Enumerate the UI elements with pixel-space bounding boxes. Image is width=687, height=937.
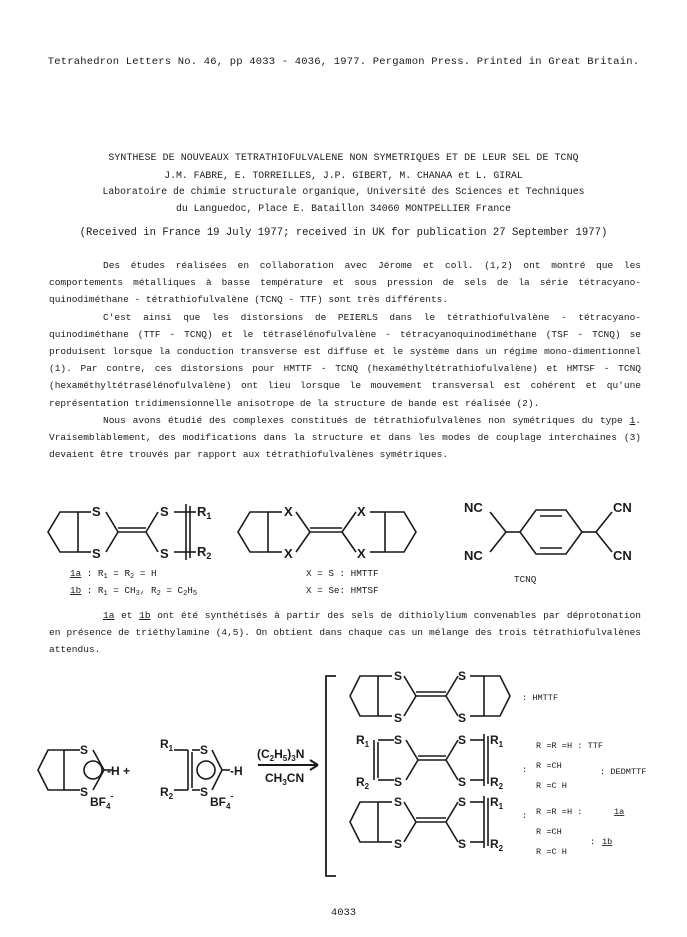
nitrile-cn: CN [613,500,632,515]
product-r2: $R_2$ [490,837,504,853]
atom-s: S [92,546,101,561]
affiliation-line-2: du Languedoc, Place E. Bataillon 34060 MONTPELLIER France [175,203,512,214]
paragraph-1: Des études réalisées en collaboration avec Jérome et coll. (1,2) ont montré que les comportements métalliques à basse température et sous pression de sels de la série tétracyano-quinodiméthane - tétrathiofulvalène (TCNQ - TTF) sont très différents. [49,260,641,306]
atom-s: S [458,775,467,789]
compound-1b-definition: 1b : $R_1 = CH_3$, $R_2 = C_2H_5$ [70,585,198,598]
atom-s: S [458,795,467,809]
product-r2: $R_2$ [356,775,370,791]
atom-s: S [458,669,467,683]
compound-1a-definition: 1a : $R_1 = R_2 = H$ [70,568,157,581]
product-3-line-1: R =R =H : [536,807,583,817]
atom-s: S [80,743,89,757]
atom-s: S [394,733,403,747]
tetrafluoroborate-1: $BF_4^-$ [90,791,114,811]
atom-s: S [160,546,169,561]
atom-x: X [284,546,293,561]
paragraph-4-text: ont été synthétisés à partir des sels de dithiolylium convenables par déprotonation en présence de triéthylamine (4,5). On obtient dans chaque cas un mélange des trois tétrathiofulvalènes attendus. [49,610,642,656]
hydrogen-plus: -H + [107,764,131,778]
product-2-line-2: R =CH [536,761,562,771]
affiliation-line-1: Laboratoire de chimie structurale organique, Université des Sciences et Techniques [102,186,585,197]
atom-s: S [458,837,467,851]
nitrile-nc: NC [464,548,483,563]
tcnq-label: TCNQ [514,574,537,585]
atom-s: S [394,775,403,789]
hydrogen: -H [230,764,243,778]
product-r1: $R_1$ [490,795,504,811]
product-r2: $R_2$ [490,775,504,791]
product-3-ref-1a: 1a [614,807,625,817]
product-r1: $R_1$ [356,733,370,749]
structures-figure [0,492,687,602]
product-2-line-2-end: : DEDMTTF [600,767,647,777]
nitrile-cn: CN [613,548,632,563]
atom-s: S [200,785,209,799]
atom-x: X [357,504,366,519]
compound-ref-1: 1 [629,414,636,426]
body-text-2 [49,607,641,659]
product-3-colon-2: : [590,837,596,847]
paragraph-4 [49,607,641,659]
atom-r2: $R_2$ [197,544,212,561]
reaction-scheme [0,668,687,888]
product-2-line-3: R =C H [536,781,567,791]
atom-s: S [92,504,101,519]
cyclopentane-ring [48,512,78,552]
body-text [49,257,641,463]
atom-s: S [458,711,467,725]
product-2-line-1: R =R =H : TTF [536,741,604,751]
reactant-r2: $R_2$ [160,785,174,801]
atom-s: S [80,785,89,799]
product-3-line-3: R =C H [536,847,567,857]
page-number: 4033 [330,907,357,919]
nitrile-nc: NC [464,500,483,515]
atom-s: S [458,733,467,747]
atom-s: S [160,504,169,519]
paragraph-3 [49,412,641,464]
atom-s: S [394,669,403,683]
compound-ref-1a: 1a [103,610,115,621]
paragraph-2: C'est ainsi que les distorsions de PEIERLS dans le tétrathiofulvalène - tétracyano-quinodiméthane (TTF - TCNQ) et le tétrasélénofulvalène - tétracyanoquinodiméthane (TSF - TCNQ) se produisent lorsque la conduction transverse est diffuse et le système dans un régime mono-dimentionnel (1). Par contre, ces distorsions pour HMTTF - TCNQ (hexaméthyltétrathiofulvalène) et HMTSF - TCNQ (hexaméthyltétrasélénofulvalène) ont lieu lorsque le mouvement transversal est cohérent et qu'une représentation tridimensionnelle anisotrope de la structure de bande est réalisée (2). [49,311,641,409]
product-2-colon: : [522,765,528,775]
atom-r1: $R_1$ [197,504,212,521]
journal-header: Tetrahedron Letters No. 46, pp 4033 - 4036, 1977. Pergamon Press. Printed in Great Britain. [47,56,640,68]
product-3-colon: : [522,811,528,821]
product-r1: $R_1$ [490,733,504,749]
article-title: SYNTHESE DE NOUVEAUX TETRATHIOFULVALENE NON SYMETRIQUES ET DE LEUR SEL DE TCNQ [108,152,579,163]
atom-x: X [284,504,293,519]
product-3-line-2: R =CH [536,827,562,837]
compound-ref-1b: 1b [139,610,151,621]
atom-s: S [394,795,403,809]
paragraph-3-text-b: . Vraisemblablement, des modifications dans la structure et dans les modes de couplage interchaines (3) devaient être trouvés par rapport aux tétrathiofulvalènes symétriques. [49,414,641,461]
atom-x: X [357,546,366,561]
atom-s: S [200,743,209,757]
atom-s: S [394,837,403,851]
product-1-label: : HMTTF [522,693,559,703]
product-3-ref-1b: 1b [602,837,613,847]
paragraph-3-text-a: Nous avons étudié des complexes constitués de tétrathiofulvalènes non symétriques du type [103,414,630,426]
hmtsf-definition: X = Se: HMTSF [306,585,379,596]
tetrafluoroborate-2: $BF_4^-$ [210,791,234,811]
author-list: J.M. FABRE, E. TORREILLES, J.P. GIBERT, M. CHANAA et L. GIRAL [164,170,523,181]
reagent-acetonitrile: $CH_3CN$ [265,771,305,787]
reagent-triethylamine: $(C_2H_5)_3N$ [257,747,305,763]
atom-s: S [394,711,403,725]
reactant-r1: $R_1$ [160,737,174,753]
paragraph-4-and: et [121,610,133,621]
hmttf-definition: X = S : HMTTF [306,568,379,579]
received-dates: (Received in France 19 July 1977; received in UK for publication 27 September 1977) [79,227,608,239]
